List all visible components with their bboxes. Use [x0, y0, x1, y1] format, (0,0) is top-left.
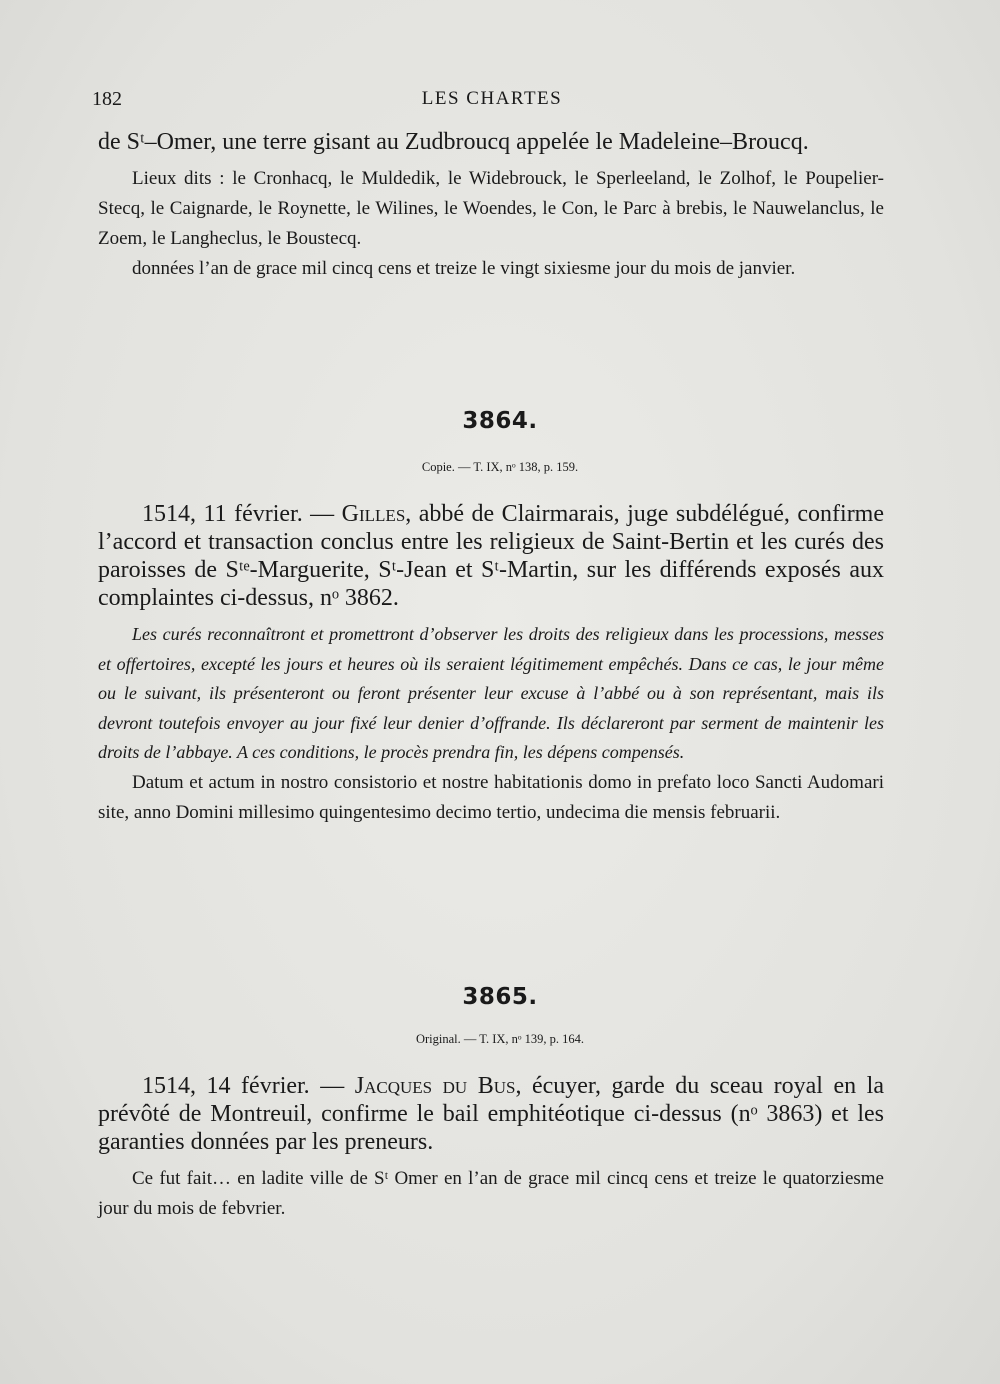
charter-summary-3864: [98, 500, 884, 612]
charter-reference-3864: Copie. — T. IX, nᵒ 138, p. 159.: [421, 460, 579, 474]
charter-summary-text-3864: , abbé de Clairmarais, juge subdélégué, confirme l’accord et transaction conclus entre les religieux de Saint-Bertin et les curés des paroisses de Sᵗᵉ-Marguerite, Sᵗ-Jean et Sᵗ-Martin, sur les différends exposés aux complaintes ci-dessus, nᵒ 3862.: [98, 501, 885, 611]
charter-latin-3864: Datum et actum in nostro consistorio et nostre habitationis domo in prefato loco Sancti Audomari site, anno Domini millesimo quingentesimo decimo tertio, undecima die mensis februarii.: [98, 771, 884, 823]
page-number: 182: [92, 88, 122, 110]
charter-author-3864: Gilles: [341, 501, 406, 527]
charter-date-3865: 1514, 14 février. —: [142, 1073, 355, 1099]
charter-analysis-3864: Les curés reconnaîtront et promettront d’observer les droits des religieux dans les processions, messes et offertoires, excepté les jours et heures où ils seraient légitimement empêchés. Dans ce cas, le jour même ou le suivant, ils présenteront ou feront présenter leur excuse à l’abbé ou à son représentant, mais ils devront toutefois envoyer au jour fixé leur denier d’offrande. Ils déclareront par serment de maintenir les droits de l’abbaye. A ces conditions, le procès prendra fin, les dépens compensés.: [98, 624, 884, 762]
charter-summary-text-3865: , écuyer, garde du sceau royal en la prévôté de Montreuil, confirme le bail emphitéotique ci-dessus (nᵒ 3863) et les garanties données par les preneurs.: [98, 1073, 884, 1155]
charter-summary-3865: [98, 1072, 884, 1156]
charter-closing-3865: Ce fut fait… en ladite ville de Sᵗ Omer en l’an de grace mil cincq cens et treize le quatorziesme jour du mois de febvrier.: [98, 1168, 884, 1219]
charter-reference-3865: Original. — T. IX, nᵒ 139, p. 164.: [415, 1032, 585, 1046]
charter-author-3865: Jacques du Bus: [354, 1073, 516, 1099]
charter-number-3864: 3864.: [462, 408, 538, 434]
page-header: [92, 88, 892, 118]
continuation-date: données l’an de grace mil cincq cens et treize le vingt sixiesme jour du mois de janvier.: [132, 258, 796, 279]
running-title: LES CHARTES: [421, 88, 563, 109]
places-list: Lieux dits : le Cronhacq, le Muldedik, le Widebrouck, le Sperleeland, le Zolhof, le Poupelier-Stecq, le Caignarde, le Roynette, le Wilines, le Woendes, le Con, le Parc à brebis, le Nauwelanclus, le Zoem, le Langheclus, le Boustecq.: [98, 168, 884, 249]
charter-3864: [98, 500, 884, 828]
continuation-text: de Sᵗ–Omer, une terre gisant au Zudbroucq appelée le Madeleine–Broucq.: [98, 129, 809, 155]
continuation-section: [98, 128, 884, 284]
charter-date-3864: 1514, 11 février. —: [142, 501, 342, 527]
charter-3865: [98, 1072, 884, 1224]
charter-number-3865: 3865.: [462, 984, 538, 1010]
